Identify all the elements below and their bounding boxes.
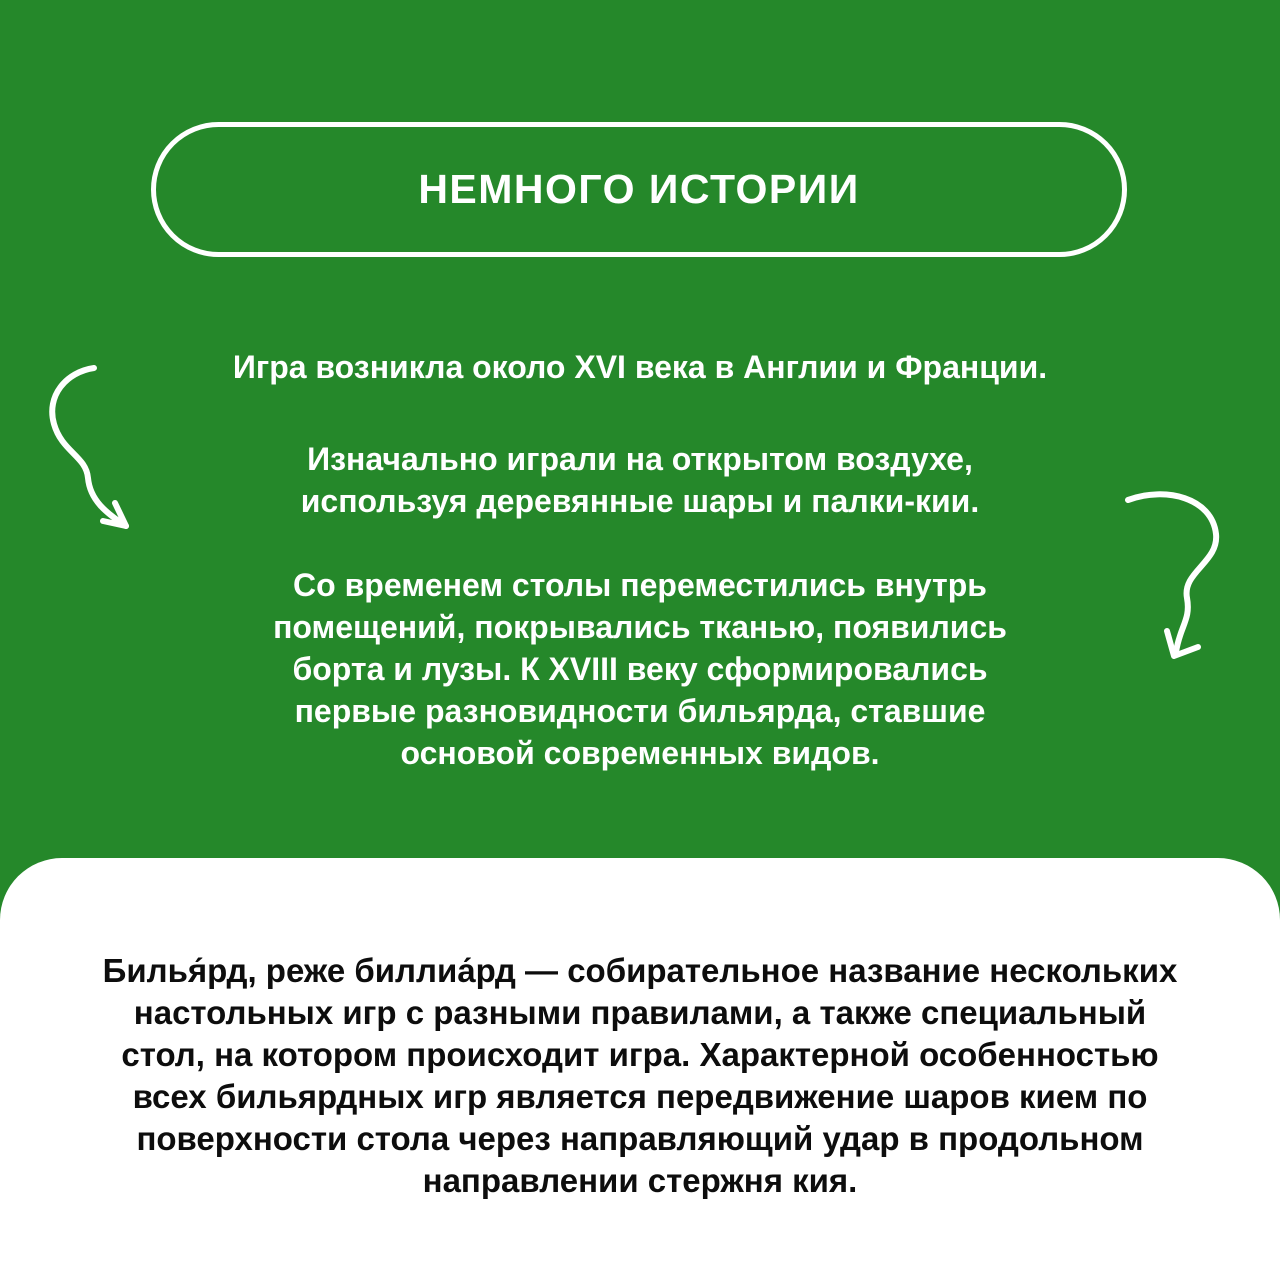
title-pill bbox=[151, 122, 1127, 257]
definition-card bbox=[0, 858, 1280, 1280]
history-paragraph-evolution: Со временем столы переместились внутрь помещений, покрывались тканью, появились борта и лузы. К XVIII веку сформировались первые разновидности бильярда, ставшие основой современных видов. bbox=[273, 567, 1007, 771]
history-paragraph-outdoors: Изначально играли на открытом воздухе, используя деревянные шары и палки-кии. bbox=[300, 441, 980, 519]
definition-text: Билья́рд, реже биллиа́рд — собирательное название нескольких настольных игр с разными правилами, а также специальный стол, на котором происходит игра. Характерной особенностью всех бильярдных игр является передвижение шаров кием по поверхности стола через направляющий удар в продольном направлении стержня кия. bbox=[102, 952, 1178, 1199]
history-paragraph-origin: Игра возникла около XVI века в Англии и Франции. bbox=[232, 349, 1048, 385]
page-title: НЕМНОГО ИСТОРИИ bbox=[418, 166, 860, 212]
curved-arrow-down-left-icon bbox=[1118, 484, 1228, 674]
